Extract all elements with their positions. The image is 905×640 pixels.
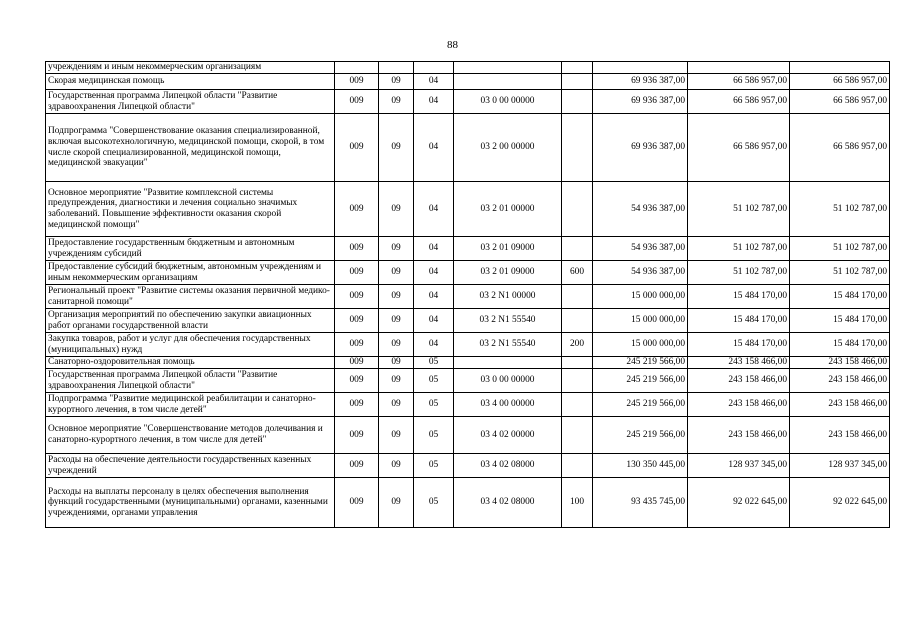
row-ved-code: 009: [335, 417, 379, 454]
row-amount-year-1: 245 219 566,00: [593, 357, 688, 369]
row-ved-code: 009: [335, 333, 379, 357]
row-amount-year-2: 15 484 170,00: [688, 333, 790, 357]
table-row: [46, 182, 890, 237]
row-expense-type-code: 200: [562, 333, 593, 357]
row-section-code: 09: [379, 333, 414, 357]
row-name: Подпрограмма "Развитие медицинской реабилитации и санаторно-курортного лечения, в том числе детей": [46, 393, 335, 417]
row-expense-type-code: 600: [562, 261, 593, 285]
row-section-code: 09: [379, 237, 414, 261]
row-amount-year-3: 66 586 957,00: [790, 90, 890, 114]
row-subsection-code: 04: [414, 237, 454, 261]
row-ved-code: 009: [335, 261, 379, 285]
row-expense-type-code: [562, 369, 593, 393]
page-number: 88: [447, 39, 458, 51]
row-name: Государственная программа Липецкой области "Развитие здравоохранения Липецкой области": [46, 90, 335, 114]
row-subsection-code: 04: [414, 182, 454, 237]
row-target-article-code: 03 2 N1 00000: [454, 285, 562, 309]
row-subsection-code: 04: [414, 285, 454, 309]
row-name: Региональный проект "Развитие системы оказания первичной медико-санитарной помощи": [46, 285, 335, 309]
row-expense-type-code: [562, 285, 593, 309]
row-ved-code: 009: [335, 114, 379, 182]
row-subsection-code: 05: [414, 454, 454, 478]
row-expense-type-code: [562, 309, 593, 333]
row-amount-year-2: 92 022 645,00: [688, 478, 790, 528]
row-amount-year-1: 69 936 387,00: [593, 90, 688, 114]
row-amount-year-3: 51 102 787,00: [790, 261, 890, 285]
row-expense-type-code: [562, 74, 593, 90]
row-amount-year-1: 245 219 566,00: [593, 393, 688, 417]
budget-table: [45, 61, 890, 528]
table-row: [46, 90, 890, 114]
row-expense-type-code: [562, 237, 593, 261]
row-subsection-code: 05: [414, 357, 454, 369]
row-amount-year-2: 243 158 466,00: [688, 357, 790, 369]
row-name: Предоставление субсидий бюджетным, автономным учреждениям и иным некоммерческим организациям: [46, 261, 335, 285]
row-name: Закупка товаров, работ и услуг для обеспечения государственных (муниципальных) нужд: [46, 333, 335, 357]
row-section-code: 09: [379, 357, 414, 369]
row-target-article-code: 03 4 02 08000: [454, 454, 562, 478]
row-target-article-code: [454, 74, 562, 90]
row-amount-year-1: 69 936 387,00: [593, 114, 688, 182]
row-name: Расходы на обеспечение деятельности государственных казенных учреждений: [46, 454, 335, 478]
row-amount-year-2: [688, 62, 790, 74]
row-amount-year-2: 51 102 787,00: [688, 182, 790, 237]
row-ved-code: [335, 62, 379, 74]
row-name: Основное мероприятие "Развитие комплексной системы предупреждения, диагностики и лечения социально значимых заболеваний. Повышение эффективности оказания скорой медицинской помощи": [46, 182, 335, 237]
table-row: [46, 309, 890, 333]
row-subsection-code: 05: [414, 417, 454, 454]
row-target-article-code: [454, 357, 562, 369]
row-target-article-code: 03 0 00 00000: [454, 369, 562, 393]
row-target-article-code: 03 0 00 00000: [454, 90, 562, 114]
row-amount-year-1: 69 936 387,00: [593, 74, 688, 90]
row-amount-year-1: 15 000 000,00: [593, 285, 688, 309]
row-amount-year-1: 54 936 387,00: [593, 261, 688, 285]
row-section-code: 09: [379, 417, 414, 454]
row-expense-type-code: [562, 454, 593, 478]
row-amount-year-1: [593, 62, 688, 74]
table-row: [46, 237, 890, 261]
row-amount-year-3: 66 586 957,00: [790, 74, 890, 90]
row-subsection-code: 04: [414, 309, 454, 333]
row-amount-year-3: 51 102 787,00: [790, 237, 890, 261]
row-name: Санаторно-оздоровительная помощь: [46, 357, 335, 369]
row-subsection-code: 05: [414, 369, 454, 393]
table-row: [46, 74, 890, 90]
row-subsection-code: 04: [414, 90, 454, 114]
row-section-code: 09: [379, 393, 414, 417]
row-amount-year-2: 66 586 957,00: [688, 114, 790, 182]
row-amount-year-3: 243 158 466,00: [790, 357, 890, 369]
row-amount-year-3: 243 158 466,00: [790, 369, 890, 393]
row-amount-year-2: 243 158 466,00: [688, 393, 790, 417]
row-amount-year-2: 128 937 345,00: [688, 454, 790, 478]
table-row: [46, 454, 890, 478]
row-section-code: 09: [379, 285, 414, 309]
row-ved-code: 009: [335, 357, 379, 369]
row-expense-type-code: [562, 90, 593, 114]
row-target-article-code: 03 4 00 00000: [454, 393, 562, 417]
row-expense-type-code: [562, 393, 593, 417]
row-amount-year-1: 54 936 387,00: [593, 182, 688, 237]
row-expense-type-code: [562, 417, 593, 454]
row-section-code: 09: [379, 261, 414, 285]
row-ved-code: 009: [335, 74, 379, 90]
row-amount-year-3: 15 484 170,00: [790, 285, 890, 309]
row-subsection-code: 04: [414, 333, 454, 357]
row-target-article-code: 03 2 N1 55540: [454, 309, 562, 333]
row-section-code: 09: [379, 309, 414, 333]
row-amount-year-3: 15 484 170,00: [790, 309, 890, 333]
row-target-article-code: 03 2 00 00000: [454, 114, 562, 182]
row-amount-year-2: 243 158 466,00: [688, 417, 790, 454]
row-target-article-code: 03 2 01 09000: [454, 261, 562, 285]
row-subsection-code: 04: [414, 261, 454, 285]
row-amount-year-3: 66 586 957,00: [790, 114, 890, 182]
row-amount-year-3: [790, 62, 890, 74]
row-ved-code: 009: [335, 454, 379, 478]
row-name: Основное мероприятие "Совершенствование методов долечивания и санаторно-курортного лечения, в том числе для детей": [46, 417, 335, 454]
row-amount-year-1: 245 219 566,00: [593, 369, 688, 393]
row-amount-year-2: 15 484 170,00: [688, 309, 790, 333]
table-row: [46, 417, 890, 454]
row-section-code: 09: [379, 74, 414, 90]
row-name: Организация мероприятий по обеспечению закупки авиационных работ органами государственной власти: [46, 309, 335, 333]
row-amount-year-2: 66 586 957,00: [688, 74, 790, 90]
table-row: [46, 393, 890, 417]
row-subsection-code: 05: [414, 393, 454, 417]
row-name: Расходы на выплаты персоналу в целях обеспечения выполнения функций государственными (муниципальными) органами, казенными учреждениями, органами управления: [46, 478, 335, 528]
row-expense-type-code: [562, 62, 593, 74]
row-ved-code: 009: [335, 369, 379, 393]
table-row: [46, 261, 890, 285]
row-subsection-code: 05: [414, 478, 454, 528]
row-subsection-code: 04: [414, 114, 454, 182]
row-ved-code: 009: [335, 285, 379, 309]
row-subsection-code: 04: [414, 74, 454, 90]
row-section-code: 09: [379, 182, 414, 237]
row-section-code: 09: [379, 90, 414, 114]
row-amount-year-2: 51 102 787,00: [688, 261, 790, 285]
table-row: [46, 369, 890, 393]
row-name: Предоставление государственным бюджетным и автономным учреждениям субсидий: [46, 237, 335, 261]
row-expense-type-code: 100: [562, 478, 593, 528]
row-amount-year-1: 130 350 445,00: [593, 454, 688, 478]
row-name: Государственная программа Липецкой области "Развитие здравоохранения Липецкой области": [46, 369, 335, 393]
row-amount-year-1: 15 000 000,00: [593, 309, 688, 333]
row-section-code: 09: [379, 369, 414, 393]
row-amount-year-2: 66 586 957,00: [688, 90, 790, 114]
row-expense-type-code: [562, 357, 593, 369]
row-name: Подпрограмма "Совершенствование оказания специализированной, включая высокотехнологичную, медицинской помощи, скорой, в том числе скорой специализированной, медицинской помощи, медицинской эвакуации": [46, 114, 335, 182]
table-row: [46, 333, 890, 357]
row-subsection-code: [414, 62, 454, 74]
row-ved-code: 009: [335, 309, 379, 333]
row-ved-code: 009: [335, 90, 379, 114]
row-target-article-code: 03 2 N1 55540: [454, 333, 562, 357]
row-target-article-code: 03 4 02 08000: [454, 478, 562, 528]
row-amount-year-3: 92 022 645,00: [790, 478, 890, 528]
row-amount-year-3: 51 102 787,00: [790, 182, 890, 237]
row-amount-year-3: 243 158 466,00: [790, 393, 890, 417]
table-row: [46, 478, 890, 528]
row-amount-year-2: 15 484 170,00: [688, 285, 790, 309]
row-name: учреждениям и иным некоммерческим организациям: [46, 62, 335, 74]
row-expense-type-code: [562, 182, 593, 237]
row-amount-year-1: 15 000 000,00: [593, 333, 688, 357]
row-amount-year-3: 15 484 170,00: [790, 333, 890, 357]
row-amount-year-1: 93 435 745,00: [593, 478, 688, 528]
row-ved-code: 009: [335, 393, 379, 417]
row-amount-year-3: 128 937 345,00: [790, 454, 890, 478]
row-expense-type-code: [562, 114, 593, 182]
table-row: [46, 285, 890, 309]
row-section-code: 09: [379, 478, 414, 528]
row-section-code: 09: [379, 114, 414, 182]
row-ved-code: 009: [335, 478, 379, 528]
row-name: Скорая медицинская помощь: [46, 74, 335, 90]
row-target-article-code: 03 2 01 00000: [454, 182, 562, 237]
row-section-code: 09: [379, 454, 414, 478]
row-ved-code: 009: [335, 237, 379, 261]
row-target-article-code: 03 2 01 09000: [454, 237, 562, 261]
row-section-code: [379, 62, 414, 74]
row-amount-year-1: 54 936 387,00: [593, 237, 688, 261]
row-amount-year-3: 243 158 466,00: [790, 417, 890, 454]
table-row: [46, 357, 890, 369]
row-target-article-code: 03 4 02 00000: [454, 417, 562, 454]
table-row: [46, 62, 890, 74]
table-row: [46, 114, 890, 182]
row-ved-code: 009: [335, 182, 379, 237]
row-amount-year-2: 51 102 787,00: [688, 237, 790, 261]
row-amount-year-1: 245 219 566,00: [593, 417, 688, 454]
row-amount-year-2: 243 158 466,00: [688, 369, 790, 393]
row-target-article-code: [454, 62, 562, 74]
